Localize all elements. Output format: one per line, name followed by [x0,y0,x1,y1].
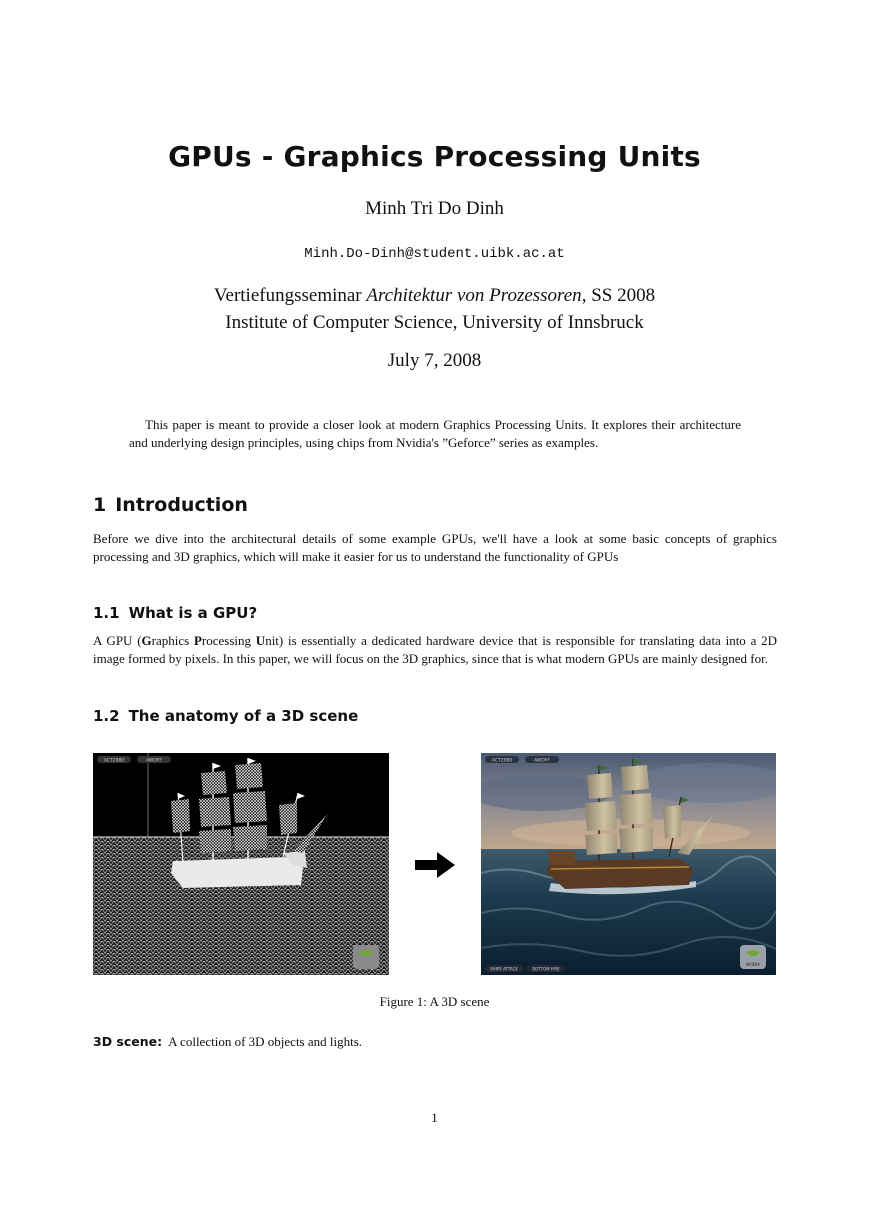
bold-initial: G [141,633,152,648]
paper-date: July 7, 2008 [387,350,482,371]
hud-label: ACT2980 [103,758,125,764]
subsection-title: What is a GPU? [128,604,258,622]
hud-label: BOTTOM FIRE [532,966,560,972]
bold-initial: P [193,633,202,648]
text-run: A GPU ( [93,633,142,648]
seminar-topic: Architektur von Prozessoren [366,285,582,306]
figure-caption: Figure 1: A 3D scene [379,994,490,1009]
author-name: Minh Tri Do Dinh [365,198,504,219]
subsection-paragraph [93,632,777,668]
text-run: nit) is essentially a dedicated hardware device that is responsible for translating data into a 2D image formed by pixels. In this paper, we will focus on the 3D graphics, since that is what modern GPUs are mainly designed for. [93,633,777,666]
hud-label: ACT2980 [491,758,513,764]
subsection-heading [93,604,257,622]
hud-label: AWOFF [533,758,551,764]
bold-initial: U [255,633,266,648]
rendered-ship-image [481,753,776,975]
affiliation-institute: Institute of Computer Science, University of Innsbruck [225,312,644,333]
hud-label: SHIPS ATTACK [490,966,518,972]
hud-label: AWOFF [145,758,163,764]
subsection-number: 1.2 [93,707,120,725]
definition-text: A collection of 3D objects and lights. [168,1034,363,1049]
seminar-prefix: Vertiefungsseminar [213,285,367,306]
page-number: 1 [431,1110,438,1125]
definition-term: 3D scene: [93,1034,163,1049]
affiliation-seminar [0,285,869,307]
paper-title: GPUs - Graphics Processing Units [168,140,701,173]
section-paragraph: Before we dive into the architectural details of some example GPUs, we'll have a look at some basic concepts of graphics processing and 3D graphics, which will make it easier for us to understand the functionality of GPUs [93,531,777,564]
subsection-heading [93,707,358,725]
section-number: 1 [93,494,107,516]
wireframe-ship-image [93,753,389,975]
arrow-right-icon [413,850,457,880]
subsection-number: 1.1 [93,604,120,622]
subsection-title: The anatomy of a 3D scene [128,707,359,725]
nvidia-logo-icon [353,945,379,969]
abstract: This paper is meant to provide a closer look at modern Graphics Processing Units. It explores their architecture and underlying design principles, using chips from Nvidia's ”Geforce” series as examples. [129,417,741,450]
section-title: Introduction [115,494,248,516]
definition [93,1034,362,1050]
logo-text: NVIDIA [746,962,760,967]
text-run: rocessing [201,633,256,648]
text-run: raphics [151,633,194,648]
section-heading [93,494,248,516]
seminar-suffix: , SS 2008 [581,285,656,306]
author-email: Minh.Do-Dinh@student.uibk.ac.at [304,246,565,262]
